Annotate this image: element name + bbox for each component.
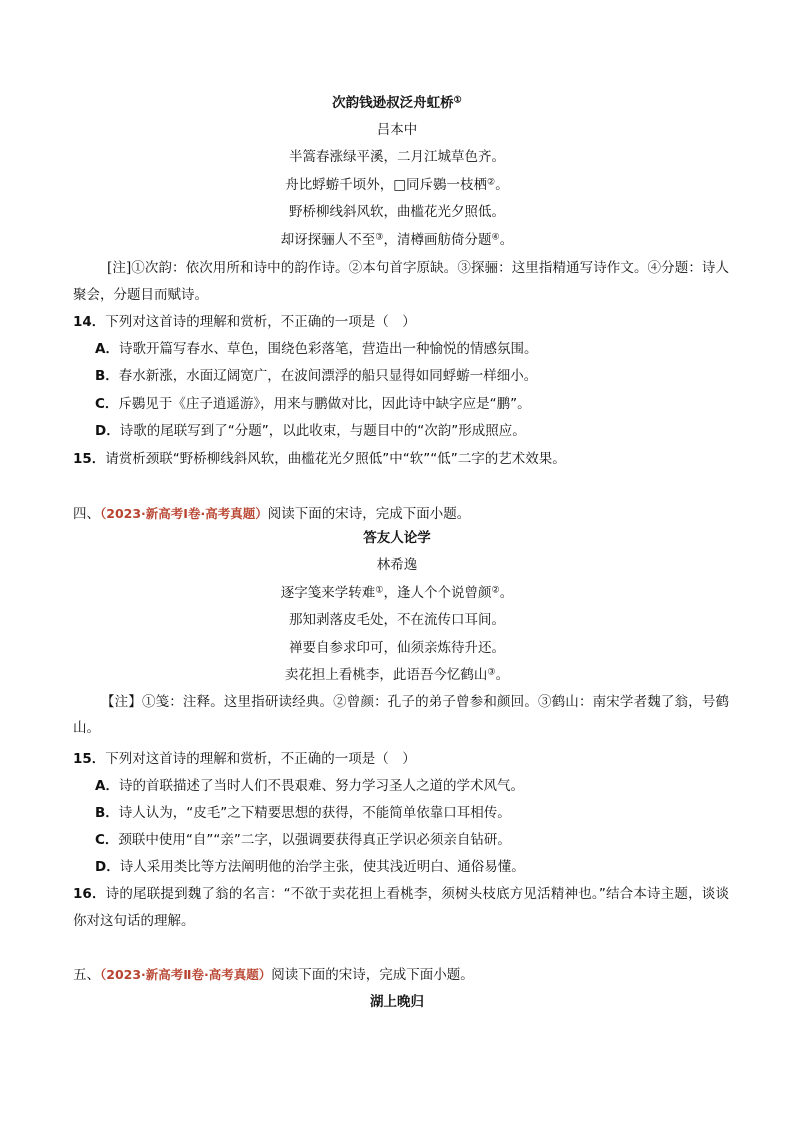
question-15 [73,449,566,469]
poem-title: 湖上晚归 [370,994,424,1010]
option-label: C． [95,396,119,412]
poem-line: 半篙春涨绿平溪，二月江城草色齐。 [289,149,505,165]
section-heading [73,504,470,524]
option-text: 春水新涨，水面辽阔宽广，在波间漂浮的船只显得如同蜉蝣一样细小。 [118,368,538,384]
option-b [95,366,537,386]
option-text: 颈联中使用“自”“亲”二字，以强调要获得真正学识必须亲自钻研。 [118,832,511,848]
footnote-mark: ③ [487,666,496,678]
source-tag: （2023·新高考Ⅰ卷·高考真题） [100,506,268,521]
poem-annotation: [注]①次韵：依次用所和诗中的韵作诗。②本句首字原缺。③探骊：这里指精通写诗作文。④分题：诗人聚会，分题目而赋诗。 [73,260,729,303]
poem-line: 卖花担上看桃李，此语吾今忆鹤山③。 [284,666,510,683]
poem-line: 却讶探骊人不至③，清樽画舫倚分题④。 [280,231,514,248]
footnote-mark: ④ [491,231,500,243]
option-c [95,830,511,850]
option-text: 斥鷃见于《庄子逍遥游》，用来与鹏做对比，因此诗中缺字应是“鹏”。 [118,396,531,412]
option-label: B． [95,805,119,821]
option-c [95,394,531,414]
footnote-mark: ① [375,584,384,596]
poem-line: 逐字笺来学转难①，逢人个个说曾颜②。 [280,584,514,601]
question-15b [73,749,416,769]
option-label: D． [95,423,120,439]
option-a [95,339,537,359]
source-tag: （2023·新高考Ⅱ卷·高考真题） [100,967,272,982]
poem-line: 野桥柳线斜风软，曲槛花光夕照低。 [289,204,505,220]
poem-line: 舟比蜉蝣千顷外，□同斥鷃一枝栖②。 [285,176,509,193]
section-heading [73,965,474,985]
option-text: 诗的首联描述了当时人们不畏艰难、努力学习圣人之道的学术风气。 [118,778,524,794]
question-number: 15． [73,451,106,467]
question-number: 16． [73,886,106,902]
poem-annotation: 【注】①笺：注释。这里指研读经典。②曾颜：孔子的弟子曾参和颜回。③鹤山：南宋学者魏了翁，号鹤山。 [73,694,729,736]
question-number: 15． [73,751,106,767]
option-text: 诗人认为，“皮毛”之下精要思想的获得，不能简单依靠口耳相传。 [118,805,511,821]
footnote-mark: ② [491,584,500,596]
option-label: C． [95,832,119,848]
section-number: 四、 [73,506,100,522]
option-text: 诗歌开篇写春水、草色，围绕色彩落笔，营造出一种愉悦的情感氛围。 [118,341,538,357]
poem-title: 答友人论学 [363,530,431,546]
option-b [95,803,511,823]
option-text: 诗人采用类比等方法阐明他的治学主张，使其浅近明白、通俗易懂。 [119,859,525,875]
option-d [95,857,525,877]
option-a [95,776,524,796]
footnote-mark: ③ [375,231,384,243]
option-text: 诗歌的尾联写到了“分题”，以此收束，与题目中的“次韵”形成照应。 [119,423,526,439]
section-instruction: 阅读下面的宋诗，完成下面小题。 [267,506,471,522]
poem-author: 吕本中 [376,122,418,138]
footnote-mark: ② [487,176,496,188]
question-14 [73,312,416,332]
section-instruction: 阅读下面的宋诗，完成下面小题。 [271,967,474,983]
question-stem: 下列对这首诗的理解和赏析，不正确的一项是（ ） [105,751,416,767]
option-d [95,421,526,441]
question-16 [73,881,729,935]
poem-line: 禅要自参求印可，仙须亲炼待升还。 [289,640,505,656]
question-stem: 下列对这首诗的理解和赏析，不正确的一项是（ ） [105,314,416,330]
poem-line: 那知剥落皮毛处，不在流传口耳间。 [289,612,505,628]
poem-title: 次韵钱逊叔泛舟虹桥① [332,94,462,111]
section-number: 五、 [73,967,100,983]
footnote-mark: ① [453,94,462,106]
option-label: D． [95,859,120,875]
question-stem: 诗的尾联提到魏了翁的名言：“不欲于卖花担上看桃李，须树头枝底方见活精神也。”结合本诗主题，谈谈你对这句话的理解。 [73,886,729,929]
option-label: B． [95,368,119,384]
option-label: A． [95,778,119,794]
question-number: 14． [73,314,106,330]
option-label: A． [95,341,119,357]
poem-author: 林希逸 [376,557,418,573]
question-stem: 请赏析颈联“野桥柳线斜风软，曲槛花光夕照低”中“软”“低”二字的艺术效果。 [105,451,566,467]
